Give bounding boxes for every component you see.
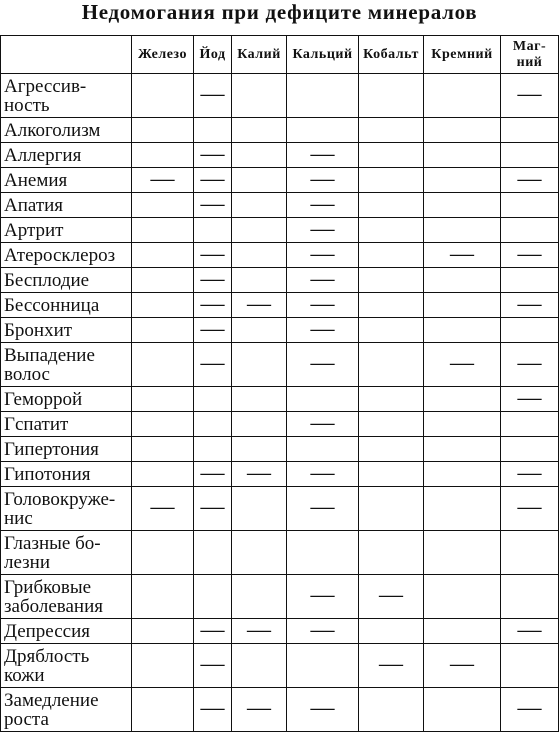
table-cell (359, 193, 424, 218)
table-row (1, 74, 559, 118)
dash-mark: — (310, 190, 335, 217)
table-cell (232, 459, 287, 487)
row-label (1, 412, 132, 437)
page-title: Недомогания при дефиците минералов (81, 0, 478, 24)
row-label (1, 619, 132, 644)
table-cell (359, 619, 424, 644)
row-label-line: лезни (4, 552, 50, 573)
row-label-line: Алкоголизм (4, 120, 101, 141)
table-cell (424, 143, 501, 168)
table-cell (287, 165, 359, 193)
header-row (1, 36, 559, 74)
dash-mark: — (310, 616, 335, 643)
row-label (1, 293, 132, 318)
table-cell (501, 412, 559, 437)
table-cell (132, 318, 194, 343)
table-cell (424, 168, 501, 193)
table-cell (194, 487, 232, 531)
table-cell (132, 387, 194, 412)
table-cell (287, 531, 359, 575)
table-cell (424, 240, 501, 268)
table-cell (287, 387, 359, 412)
table-cell (501, 193, 559, 218)
column-header (424, 36, 501, 74)
table-cell (287, 487, 359, 531)
table-row (1, 644, 559, 688)
column-header (232, 36, 287, 74)
table-cell (359, 293, 424, 318)
dash-mark: — (310, 265, 335, 292)
table-cell (287, 409, 359, 437)
column-header-line: Кобальт (363, 46, 419, 62)
table-cell (232, 290, 287, 318)
dash-mark: — (200, 616, 225, 643)
dash-mark: — (517, 165, 542, 192)
dash-mark: — (450, 350, 474, 376)
table-row (1, 531, 559, 575)
table-cell (501, 318, 559, 343)
table-cell (194, 644, 232, 688)
table-row (1, 168, 559, 193)
row-label-line: Замедление (4, 690, 99, 711)
dash-mark: — (310, 350, 335, 376)
table-cell (232, 437, 287, 462)
table-cell (194, 343, 232, 387)
table-row (1, 412, 559, 437)
table-cell (501, 343, 559, 387)
dash-mark: — (200, 494, 225, 520)
row-label (1, 193, 132, 218)
row-label (1, 118, 132, 143)
table-row (1, 293, 559, 318)
row-label-line: Гспатит (4, 414, 69, 435)
table-cell (194, 315, 232, 343)
table-cell (501, 575, 559, 619)
row-label-line: роста (4, 709, 49, 730)
column-header-line: Железо (138, 46, 187, 62)
table-cell (424, 118, 501, 143)
row-label (1, 437, 132, 462)
table-cell (232, 118, 287, 143)
table-cell (287, 644, 359, 688)
row-label (1, 218, 132, 243)
dash-mark: — (200, 265, 225, 292)
row-label-line: Головокруже- (4, 489, 116, 510)
table-cell (194, 240, 232, 268)
table-cell (501, 459, 559, 487)
table-cell (194, 387, 232, 412)
table-cell (424, 487, 501, 531)
table-cell (194, 165, 232, 193)
dash-mark: — (200, 459, 225, 486)
column-header (501, 36, 559, 74)
table-cell (424, 387, 501, 412)
table-cell (287, 290, 359, 318)
column-header (359, 36, 424, 74)
row-label (1, 531, 132, 575)
dash-mark: — (310, 140, 335, 167)
header-corner (1, 36, 132, 74)
table-cell (287, 616, 359, 644)
table-cell (194, 412, 232, 437)
table-row (1, 243, 559, 268)
table-cell (359, 575, 424, 619)
table-row (1, 193, 559, 218)
dash-mark: — (247, 695, 271, 721)
table-cell (232, 531, 287, 575)
table-cell (501, 74, 559, 118)
table-cell (424, 318, 501, 343)
dash-mark: — (200, 695, 225, 721)
table-cell (232, 268, 287, 293)
dash-mark: — (379, 651, 403, 677)
table-cell (287, 190, 359, 218)
dash-mark: — (517, 290, 542, 317)
dash-mark: — (517, 350, 542, 376)
dash-mark: — (517, 459, 542, 486)
row-label-line: Гипотония (4, 464, 91, 485)
table-row (1, 143, 559, 168)
table-cell (132, 293, 194, 318)
row-label-line: волос (4, 364, 50, 385)
table-cell (194, 616, 232, 644)
table-cell (287, 215, 359, 243)
table-cell (194, 218, 232, 243)
table-cell (287, 343, 359, 387)
table-cell (194, 437, 232, 462)
table-cell (132, 143, 194, 168)
table-cell (287, 688, 359, 732)
dash-mark: — (517, 494, 542, 520)
table-cell (194, 265, 232, 293)
table-row (1, 575, 559, 619)
dash-mark: — (247, 459, 271, 486)
row-label-line: Геморрой (4, 389, 83, 410)
table-cell (287, 575, 359, 619)
row-label (1, 268, 132, 293)
table-cell (132, 462, 194, 487)
row-label-line: ность (4, 95, 50, 116)
row-label (1, 575, 132, 619)
table-cell (424, 531, 501, 575)
table-cell (232, 387, 287, 412)
table-cell (424, 437, 501, 462)
table-cell (501, 218, 559, 243)
table-cell (287, 315, 359, 343)
table-cell (287, 74, 359, 118)
table-cell (424, 412, 501, 437)
table-cell (359, 437, 424, 462)
row-label-line: Анемия (4, 170, 68, 191)
table-cell (359, 118, 424, 143)
table-row (1, 118, 559, 143)
row-label (1, 387, 132, 412)
table-cell (501, 268, 559, 293)
row-label (1, 74, 132, 118)
table-cell (501, 644, 559, 688)
dash-mark: — (247, 290, 271, 317)
table-cell (359, 487, 424, 531)
table-cell (287, 437, 359, 462)
table-cell (501, 616, 559, 644)
table-cell (232, 193, 287, 218)
table-row (1, 218, 559, 243)
table-cell (232, 343, 287, 387)
row-label-line: Бессонница (4, 295, 100, 316)
table-cell (132, 193, 194, 218)
dash-mark: — (310, 409, 335, 436)
table-cell (132, 118, 194, 143)
dash-mark: — (200, 350, 225, 376)
table-cell (132, 343, 194, 387)
table-cell (132, 531, 194, 575)
row-label-line: Глазные бо- (4, 533, 101, 554)
dash-mark: — (200, 651, 225, 677)
table-cell (232, 575, 287, 619)
table-cell (132, 243, 194, 268)
table-cell (232, 318, 287, 343)
dash-mark: — (517, 240, 542, 267)
row-label (1, 462, 132, 487)
table-cell (232, 143, 287, 168)
table-row (1, 387, 559, 412)
table-cell (424, 619, 501, 644)
table-cell (359, 243, 424, 268)
row-label (1, 318, 132, 343)
table-cell (232, 412, 287, 437)
table-cell (359, 74, 424, 118)
row-label-line: заболевания (4, 596, 103, 617)
row-label (1, 143, 132, 168)
table-cell (194, 140, 232, 168)
table-cell (287, 265, 359, 293)
table-cell (287, 240, 359, 268)
deficiency-table (0, 35, 559, 732)
table-row (1, 462, 559, 487)
table-cell (132, 575, 194, 619)
table-cell (132, 644, 194, 688)
row-label (1, 243, 132, 268)
dash-mark: — (310, 494, 335, 520)
row-label-line: Бронхит (4, 320, 73, 341)
table-cell (232, 168, 287, 193)
table-cell (359, 462, 424, 487)
table-cell (501, 165, 559, 193)
table-row (1, 343, 559, 387)
row-label-line: Артрит (4, 220, 64, 241)
dash-mark: — (310, 315, 335, 342)
table-cell (194, 118, 232, 143)
table-cell (232, 487, 287, 531)
dash-mark: — (150, 494, 175, 520)
table-cell (132, 412, 194, 437)
row-label-line: Дряблость (4, 646, 90, 667)
table-cell (501, 290, 559, 318)
dash-mark: — (200, 240, 225, 267)
dash-mark: — (200, 290, 225, 317)
table-cell (232, 688, 287, 732)
table-cell (501, 118, 559, 143)
table-cell (232, 243, 287, 268)
table-cell (287, 118, 359, 143)
dash-mark: — (379, 582, 403, 608)
table-cell (232, 218, 287, 243)
dash-mark: — (200, 190, 225, 217)
row-label-line: Гипертония (4, 439, 99, 460)
table-cell (501, 531, 559, 575)
table-cell (194, 190, 232, 218)
table-cell (194, 688, 232, 732)
dash-mark: — (200, 315, 225, 342)
table-cell (132, 688, 194, 732)
row-label (1, 487, 132, 531)
table-cell (194, 290, 232, 318)
table-cell (359, 531, 424, 575)
table-cell (359, 412, 424, 437)
table-cell (232, 74, 287, 118)
column-header-line: Кремний (431, 46, 493, 62)
table-cell (194, 531, 232, 575)
table-cell (359, 387, 424, 412)
row-label (1, 688, 132, 732)
dash-mark: — (310, 695, 335, 721)
column-header-line: Маг- (512, 38, 547, 54)
table-cell (132, 165, 194, 193)
dash-mark: — (517, 616, 542, 643)
table-cell (424, 644, 501, 688)
dash-mark: — (247, 616, 271, 643)
table-row (1, 318, 559, 343)
dash-mark: — (517, 695, 542, 721)
table-cell (359, 218, 424, 243)
row-label-line: Бесплодие (4, 270, 90, 291)
table-cell (194, 575, 232, 619)
dash-mark: — (310, 459, 335, 486)
row-label-line: Агрессив- (4, 76, 87, 97)
table-cell (287, 140, 359, 168)
dash-mark: — (310, 290, 335, 317)
table-header (1, 36, 559, 74)
dash-mark: — (310, 240, 335, 267)
table-cell (424, 74, 501, 118)
table-cell (132, 218, 194, 243)
column-header (287, 36, 359, 74)
row-label (1, 343, 132, 387)
dash-mark: — (517, 384, 542, 411)
table-body (1, 74, 559, 732)
dash-mark: — (450, 240, 474, 267)
table-cell (424, 343, 501, 387)
row-label-line: Выпадение (4, 345, 95, 366)
table-cell (424, 218, 501, 243)
table-cell (424, 193, 501, 218)
table-cell (132, 619, 194, 644)
column-header-line: ний (516, 54, 543, 70)
dash-mark: — (310, 582, 335, 608)
table-cell (132, 487, 194, 531)
table-cell (424, 268, 501, 293)
table-cell (501, 487, 559, 531)
dash-mark: — (200, 81, 225, 107)
table-row (1, 688, 559, 732)
table-cell (501, 143, 559, 168)
table-row (1, 437, 559, 462)
dash-mark: — (310, 165, 335, 192)
column-header-line: Йод (199, 46, 226, 62)
table-cell (359, 343, 424, 387)
table-cell (132, 437, 194, 462)
dash-mark: — (200, 140, 225, 167)
table-cell (501, 384, 559, 412)
table-row (1, 268, 559, 293)
table-cell (424, 293, 501, 318)
table-row (1, 619, 559, 644)
table-cell (194, 74, 232, 118)
row-label-line: нис (4, 508, 33, 529)
row-label-line: Депрессия (4, 621, 90, 642)
table-cell (359, 268, 424, 293)
table-cell (359, 143, 424, 168)
dash-mark: — (200, 165, 225, 192)
table-cell (501, 240, 559, 268)
row-label-line: кожи (4, 665, 45, 686)
table-cell (359, 168, 424, 193)
table-cell (359, 688, 424, 732)
column-header (132, 36, 194, 74)
dash-mark: — (310, 215, 335, 242)
table-cell (132, 74, 194, 118)
row-label-line: Аллергия (4, 145, 82, 166)
dash-mark: — (150, 165, 175, 192)
table-cell (501, 437, 559, 462)
row-label (1, 644, 132, 688)
table-row (1, 487, 559, 531)
column-header-line: Калий (237, 46, 281, 62)
table-cell (424, 462, 501, 487)
column-header-line: Кальций (292, 46, 353, 62)
dash-mark: — (517, 81, 542, 107)
table-cell (232, 644, 287, 688)
row-label-line: Атеросклероз (4, 245, 116, 266)
column-header (194, 36, 232, 74)
table-cell (359, 318, 424, 343)
row-label-line: Грибковые (4, 577, 92, 598)
table-cell (424, 575, 501, 619)
table-cell (287, 459, 359, 487)
table-cell (232, 616, 287, 644)
table-cell (132, 268, 194, 293)
table-cell (501, 688, 559, 732)
table-cell (359, 644, 424, 688)
table-cell (194, 459, 232, 487)
dash-mark: — (450, 651, 474, 677)
row-label (1, 168, 132, 193)
row-label-line: Апатия (4, 195, 64, 216)
table-cell (424, 688, 501, 732)
